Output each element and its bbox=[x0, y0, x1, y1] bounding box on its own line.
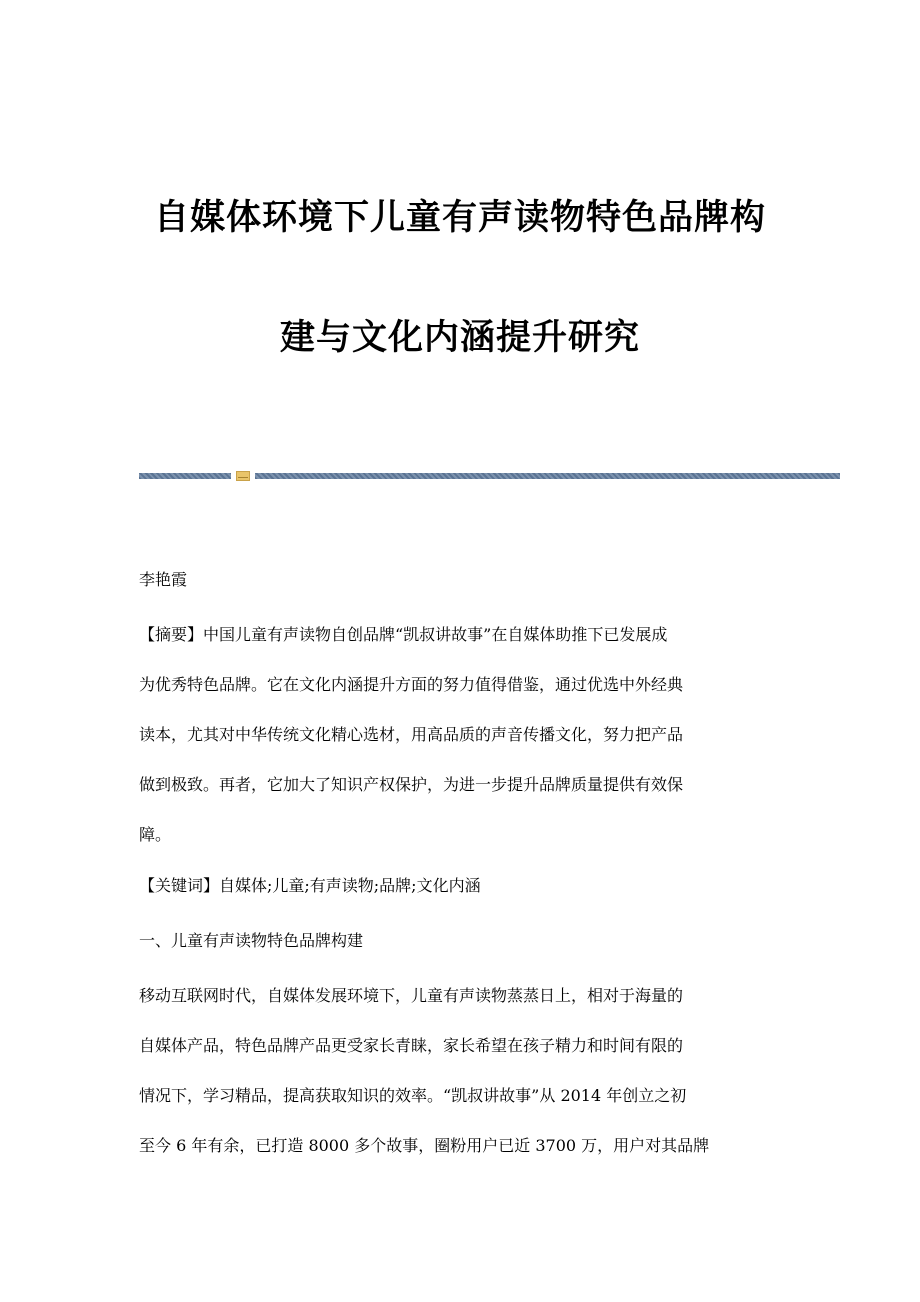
abstract-line: 为优秀特色品牌。它在文化内涵提升方面的努力值得借鉴，通过优选中外经典 bbox=[139, 675, 684, 694]
divider-bar-right bbox=[255, 473, 840, 479]
abstract-line: 【摘要】中国儿童有声读物自创品牌“凯叔讲故事”在自媒体助推下已发展成 bbox=[139, 625, 668, 644]
body-line: 情况下，学习精品，提高获取知识的效率。“凯叔讲故事”从 2014 年创立之初 bbox=[139, 1086, 687, 1105]
document-title-line-2: 建与文化内涵提升研究 bbox=[279, 318, 640, 358]
divider-bar-left bbox=[139, 473, 231, 479]
body-line: 移动互联网时代，自媒体发展环境下，儿童有声读物蒸蒸日上，相对于海量的 bbox=[139, 986, 684, 1005]
body-line: 至今 6 年有余，已打造 8000 多个故事，圈粉用户已近 3700 万，用户对其品牌 bbox=[139, 1136, 710, 1155]
abstract-line: 障。 bbox=[139, 825, 172, 844]
abstract-line: 做到极致。再者，它加大了知识产权保护，为进一步提升品牌质量提供有效保 bbox=[139, 775, 684, 794]
envelope-icon bbox=[236, 471, 250, 481]
body-line: 自媒体产品，特色品牌产品更受家长青睐，家长希望在孩子精力和时间有限的 bbox=[139, 1036, 684, 1055]
section-heading: 一、儿童有声读物特色品牌构建 bbox=[139, 931, 364, 950]
decorative-divider bbox=[139, 471, 840, 481]
abstract-line: 读本，尤其对中华传统文化精心选材，用高品质的声音传播文化，努力把产品 bbox=[139, 725, 684, 744]
keywords: 【关键词】自媒体;儿童;有声读物;品牌;文化内涵 bbox=[139, 876, 481, 895]
document-title-line-1: 自媒体环境下儿童有声读物特色品牌构 bbox=[153, 198, 766, 238]
author-name: 李艳霞 bbox=[139, 570, 188, 589]
